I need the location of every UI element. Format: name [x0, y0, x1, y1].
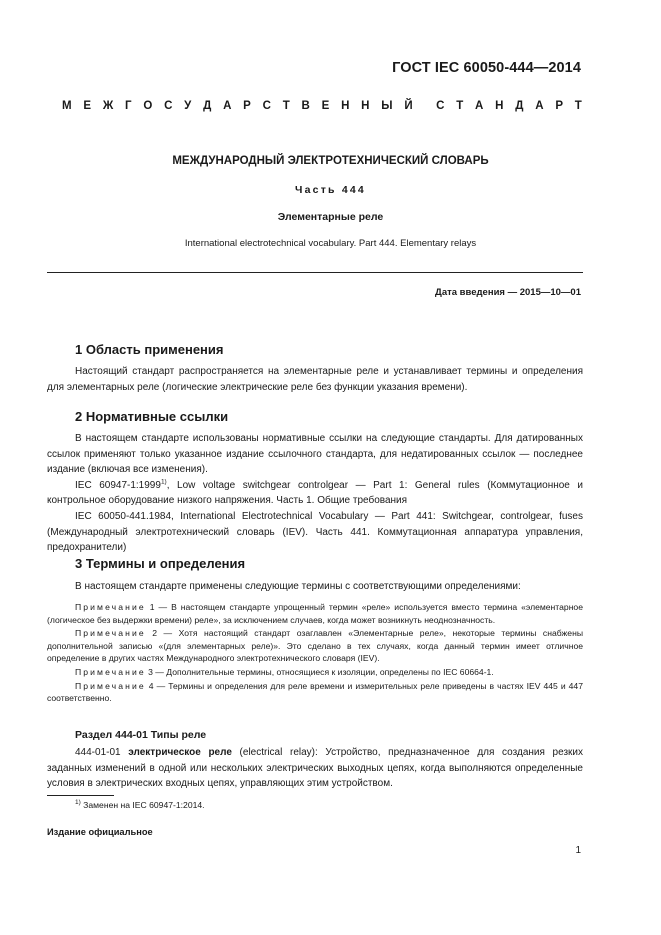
note-label: Примечание	[75, 680, 146, 691]
footnote-text: Заменен на IEC 60947-1:2014.	[80, 800, 205, 810]
note-4	[47, 680, 583, 705]
section-1-text	[47, 364, 583, 395]
banner-letter: Н	[495, 100, 504, 112]
section-2-paragraph-2	[47, 478, 583, 509]
effective-date: Дата введения — 2015—10—01	[435, 287, 581, 298]
banner-letter: Е	[321, 100, 330, 112]
note-number: 1	[149, 602, 155, 612]
subsection-heading: Раздел 444-01 Типы реле	[75, 729, 207, 741]
section-1-heading: 1 Область применения	[75, 342, 224, 357]
banner-letter: Д	[515, 100, 524, 112]
banner-letter: Р	[243, 100, 251, 112]
banner-letter: А	[475, 100, 484, 112]
banner-letter: Д	[203, 100, 212, 112]
footnote-mark: 1)	[75, 799, 81, 807]
document-part: Часть 444	[295, 184, 366, 196]
note-3	[47, 666, 583, 679]
banner-letter: Н	[341, 100, 350, 112]
footnote	[75, 800, 205, 810]
banner-letter: О	[143, 100, 153, 112]
term-definition: Устройство, предназначенное для создания резких заданных изменений в одной или нескольких электрических выходных цепях, когда выполняются определенные условия в электрических входных цепях, управляющих этим устройством.	[47, 747, 583, 790]
section-3-intro-block	[47, 579, 583, 595]
banner-letter: С	[262, 100, 271, 112]
term-entry	[47, 745, 583, 792]
term-entry-block	[47, 745, 583, 792]
note-2	[47, 627, 583, 665]
banner-letter: Р	[555, 100, 563, 112]
page-number: 1	[575, 845, 581, 856]
banner-letter: Т	[282, 100, 290, 112]
section-1-paragraph: Настоящий стандарт распространяется на элементарные реле и устанавливает термины и определения для элементарных реле (логические электрические реле без функции указания времени).	[47, 366, 583, 393]
term-english: (electrical relay):	[231, 747, 318, 758]
document-title: МЕЖДУНАРОДНЫЙ ЭЛЕКТРОТЕХНИЧЕСКИЙ СЛОВАРЬ	[172, 155, 489, 167]
banner-letter: Г	[125, 100, 132, 112]
section-3-intro: В настоящем стандарте применены следующие термины с соответствующими определениями:	[75, 581, 521, 592]
banner-letter: Т	[456, 100, 464, 112]
note-text: — Дополнительные термины, относящиеся к изоляции, определены по IEC 60664-1.	[152, 666, 494, 677]
banner-letter: Й	[404, 100, 413, 112]
banner-letter: С	[164, 100, 173, 112]
note-text: — Хотя настоящий стандарт озаглавлен «Элементарные реле», некоторые термины снабжены дополнительной записью «(для элементарных реле)». Это сделано в тех случаях, когда данный термин имеет отличное определение в других частях Международного электротехнического словаря (IEV).	[47, 628, 583, 664]
document-english-title: International electrotechnical vocabulary. Part 444. Elementary relays	[184, 238, 477, 249]
banner-letter: С	[436, 100, 445, 112]
document-subtitle: Элементарные реле	[277, 211, 384, 223]
note-1	[47, 601, 583, 626]
reference-code: IEC 60947-1:1999	[75, 479, 161, 491]
section-2-paragraph-1: В настоящем стандарте использованы нормативные ссылки на следующие стандарты. Для датированных ссылок применяют только указанное издание ссылочного стандарта, для недатированных ссылок — последнее издание (включая все изменения).	[47, 433, 583, 476]
banner-letter: Т	[574, 100, 582, 112]
standard-code: ГОСТ IEC 60050-444—2014	[392, 60, 581, 76]
reference-text: , Low voltage switchgear controlgear — Part 1: General rules (Коммутационное и контрольное оборудование низкого напряжения. Часть 1. Общие требования	[47, 479, 583, 507]
note-number: 2	[152, 628, 158, 639]
title-divider	[47, 272, 583, 273]
banner-letter: М	[62, 100, 72, 112]
note-text: — В настоящем стандарте упрощенный термин «реле» используется вместо термина «элементарное (логическое без выдержки времени) реле», за исключением случаев, когда может возникнуть неоднозначность.	[47, 602, 583, 625]
note-text: — Термины и определения для реле времени и измерительных реле приведены в частях IEV 445 и 447 соответственно.	[47, 680, 583, 704]
note-number: 4	[148, 680, 154, 691]
section-2-heading: 2 Нормативные ссылки	[75, 409, 229, 424]
banner-letter: В	[301, 100, 310, 112]
section-2-text	[47, 431, 583, 556]
footnote-divider	[47, 795, 114, 796]
section-2-paragraph-3: IEC 60050-441.1984, International Electrotechnical Vocabulary — Part 441: Switchgear, controlgear, fuses (Международный электротехнический словарь (IEV). Часть 441. Коммутационная аппаратура управления, предохранители)	[47, 510, 583, 554]
note-label: Примечание	[75, 602, 146, 612]
banner-letter: У	[184, 100, 192, 112]
banner-letter: Н	[361, 100, 370, 112]
banner-letter: А	[535, 100, 544, 112]
section-3-heading: 3 Термины и определения	[75, 556, 246, 571]
banner-letter: А	[223, 100, 232, 112]
term-name: электрическое реле	[128, 747, 232, 758]
edition-label: Издание официальное	[47, 827, 153, 837]
banner-letter: Ж	[102, 100, 114, 112]
note-number: 3	[148, 666, 153, 677]
footnote-ref: 1)	[160, 478, 167, 486]
notes-block	[47, 601, 583, 706]
banner-letter: Е	[83, 100, 92, 112]
banner-letter: Ы	[381, 100, 393, 112]
note-label: Примечание	[75, 666, 146, 677]
note-label: Примечание	[75, 628, 146, 639]
term-code: 444-01-01	[75, 747, 121, 758]
interstate-standard-banner	[62, 100, 582, 112]
